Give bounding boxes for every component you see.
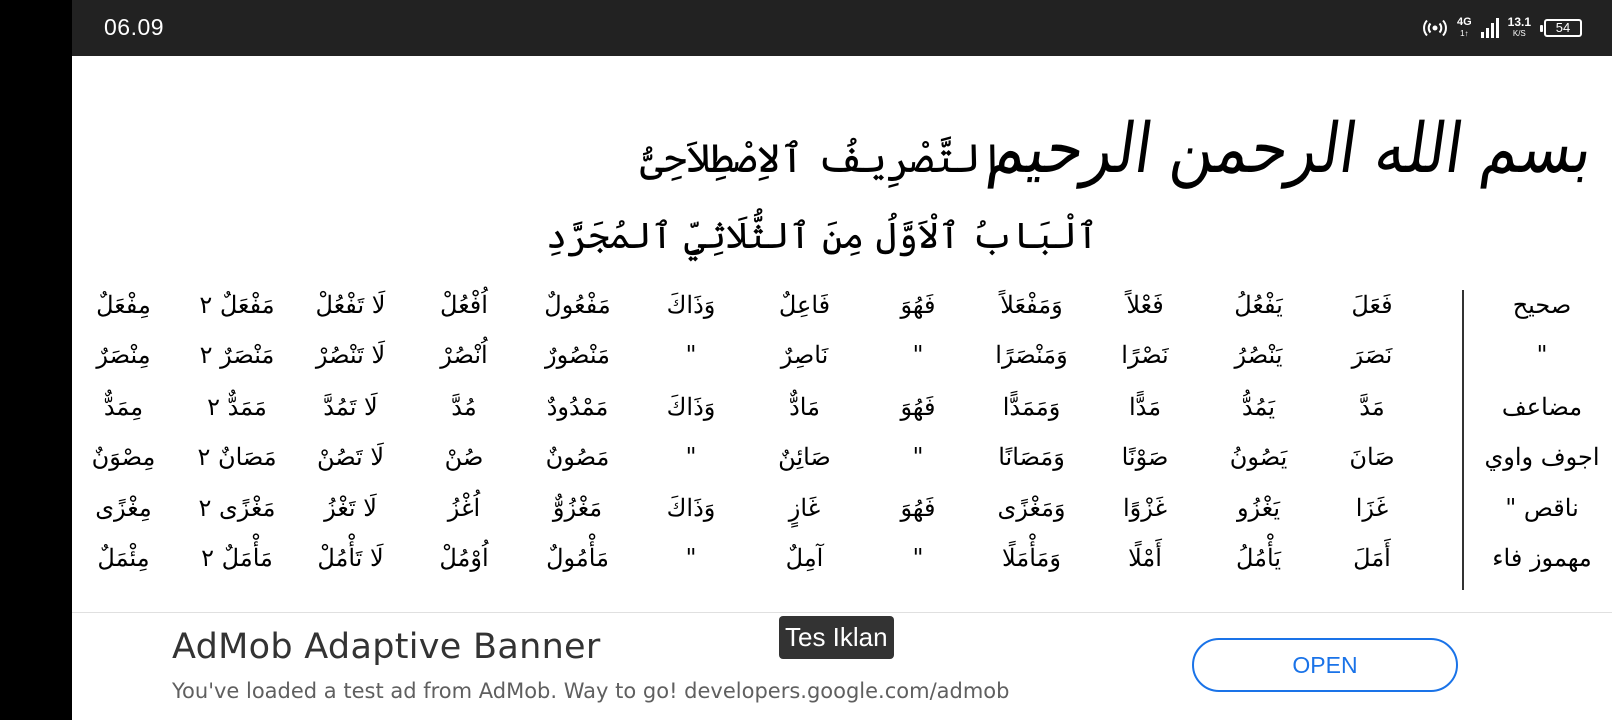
row-label: اجوف واوي <box>1484 443 1600 471</box>
table-row <box>72 443 1612 493</box>
table-cell: مِنْصَرٌ <box>96 341 151 369</box>
table-cell: فَعْلاً <box>1126 291 1164 319</box>
table-cell: مُدَّ <box>451 393 477 421</box>
row-label: ناقص " <box>1505 494 1579 522</box>
table-cell: يَفْعُلُ <box>1234 291 1283 319</box>
table-cell: فَاعِلٌ <box>778 291 831 319</box>
hotspot-icon <box>1422 18 1448 38</box>
table-cell: وَمَنْصَرًا <box>995 341 1068 369</box>
table-cell: يَمُدُّ <box>1241 393 1276 421</box>
table-cell: وَمَأْمَلًا <box>1002 544 1061 572</box>
table-cell: لَا تَنْصُرْ <box>315 341 386 369</box>
network-type <box>1457 17 1472 39</box>
table-cell: صَوْنًا <box>1121 443 1169 471</box>
table-cell: اُوْمُلْ <box>439 544 489 572</box>
table-cell: مَغْزًى ٢ <box>198 494 276 522</box>
table-cell: مَدًّا <box>1128 393 1162 421</box>
signal-icon <box>1481 18 1499 38</box>
table-cell: مَادٌّ <box>789 393 820 421</box>
network-speed-unit: K/S <box>1512 29 1526 38</box>
network-activity-label: 1↑ <box>1460 29 1469 38</box>
table-cell: لَا تَأْمُلْ <box>317 544 384 572</box>
table-cell: مَفْعُولٌ <box>544 291 611 319</box>
network-speed <box>1508 17 1531 39</box>
table-row <box>72 393 1612 443</box>
table-row <box>72 544 1612 594</box>
table-cell: اُغْزُ <box>447 494 481 522</box>
table-cell: مَصُونٌ <box>545 443 610 471</box>
basmala-calligraphy: بسم الله الرحمن الرحيم <box>983 108 1598 190</box>
app-screen <box>72 0 1612 720</box>
table-cell: غَازٍ <box>788 494 821 522</box>
table-cell: " <box>912 341 924 369</box>
table-cell: وَذَاكَ <box>666 494 716 522</box>
table-row <box>72 341 1612 391</box>
table-cell: يَصُونُ <box>1229 443 1288 471</box>
table-cell: آمِلٌ <box>785 544 824 572</box>
ad-body-text[interactable]: You've loaded a test ad from AdMob. Way to go! developers.google.com/admob <box>172 679 1010 703</box>
battery-level: 54 <box>1555 20 1571 35</box>
table-cell: لَا تَمُدَّ <box>323 393 378 421</box>
table-cell: مَغْزُوٌّ <box>552 494 603 522</box>
status-bar <box>72 0 1612 56</box>
table-cell: صَانَ <box>1349 443 1395 471</box>
table-cell: مِغْزًى <box>95 494 152 522</box>
ad-headline[interactable]: AdMob Adaptive Banner <box>172 627 601 667</box>
table-row <box>72 494 1612 544</box>
row-label: " <box>1536 341 1548 369</box>
row-label: مهموز فاء <box>1492 544 1592 572</box>
table-cell: " <box>685 341 697 369</box>
table-cell: اُنْصُرْ <box>440 341 488 369</box>
table-cell: يَأْمُلُ <box>1235 544 1282 572</box>
table-cell: فَعَلَ <box>1351 291 1393 319</box>
table-cell: مَنْصَرٌ ٢ <box>199 341 275 369</box>
table-cell: وَمَغْزًى <box>997 494 1066 522</box>
table-cell: مِصْوَنٌ <box>91 443 156 471</box>
table-cell: اُفْعُلْ <box>440 291 488 319</box>
table-cell: صُنْ <box>444 443 484 471</box>
table-cell: مَصَانٌ ٢ <box>197 443 277 471</box>
battery-icon <box>1544 19 1582 37</box>
table-cell: نَصَرَ <box>1351 341 1393 369</box>
table-cell: وَذَاكَ <box>666 393 716 421</box>
status-icons <box>1422 14 1582 42</box>
row-label: صحيح <box>1512 291 1572 319</box>
table-cell: نَاصِرٌ <box>780 341 829 369</box>
ad-banner[interactable] <box>72 612 1612 720</box>
table-cell: غَزْوًا <box>1122 494 1168 522</box>
table-cell: فَهُوَ <box>900 291 936 319</box>
table-cell: غَزَا <box>1355 494 1389 522</box>
table-cell: فَهُوَ <box>900 494 936 522</box>
table-cell: وَمَفْعَلاً <box>1000 291 1063 319</box>
page-title: التَّصْرِيفُ ٱلاِصْطِلاَحِىُّ <box>639 136 1005 182</box>
table-cell: يَنْصُرُ <box>1234 341 1283 369</box>
table-cell: وَمَمَدًّا <box>1002 393 1061 421</box>
table-cell: مَفْعَلٌ ٢ <box>199 291 275 319</box>
table-row <box>72 291 1612 341</box>
ad-open-button[interactable]: OPEN <box>1192 638 1458 692</box>
table-cell: مَدَّ <box>1359 393 1385 421</box>
table-cell: أَمْلًا <box>1128 544 1162 572</box>
table-cell: مَمْدُودٌ <box>546 393 609 421</box>
page-content <box>72 56 1612 612</box>
table-cell: يَغْزُو <box>1236 494 1281 522</box>
table-cell: " <box>685 544 697 572</box>
network-type-label: 4G <box>1456 16 1472 28</box>
table-cell: لَا تَصُنْ <box>316 443 385 471</box>
table-cell: مِمَدٌّ <box>103 393 144 421</box>
page-subtitle: ٱلْبَابُ ٱلْاَوَّلُ مِنَ ٱلثُّلَاثِيِّ ٱلمُجَرَّدِ <box>545 216 1099 257</box>
table-cell: صَائِنٌ <box>778 443 831 471</box>
table-cell: أَمَلَ <box>1353 544 1391 572</box>
row-label: مضاعف <box>1501 393 1583 421</box>
table-cell: نَصْرًا <box>1121 341 1169 369</box>
table-cell: " <box>685 443 697 471</box>
table-cell: مَمَدٌّ ٢ <box>207 393 267 421</box>
table-cell: مِفْعَلٌ <box>96 291 151 319</box>
table-cell: مِئْمَلٌ <box>97 544 150 572</box>
table-cell: وَذَاكَ <box>666 291 716 319</box>
table-cell: مَنْصُورٌ <box>545 341 610 369</box>
status-time: 06.09 <box>104 14 165 40</box>
table-cell: لَا تَغْزُ <box>324 494 377 522</box>
table-cell: مَأْمَلٌ ٢ <box>201 544 273 572</box>
ad-badge: Tes Iklan <box>779 616 894 659</box>
table-cell: " <box>912 544 924 572</box>
table-cell: مَأْمُولٌ <box>546 544 609 572</box>
table-cell: وَمَصَانًا <box>998 443 1065 471</box>
network-speed-value: 13.1 <box>1507 15 1531 29</box>
table-cell: فَهُوَ <box>900 393 936 421</box>
table-cell: لَا تَفْعُلْ <box>315 291 386 319</box>
table-cell: " <box>912 443 924 471</box>
